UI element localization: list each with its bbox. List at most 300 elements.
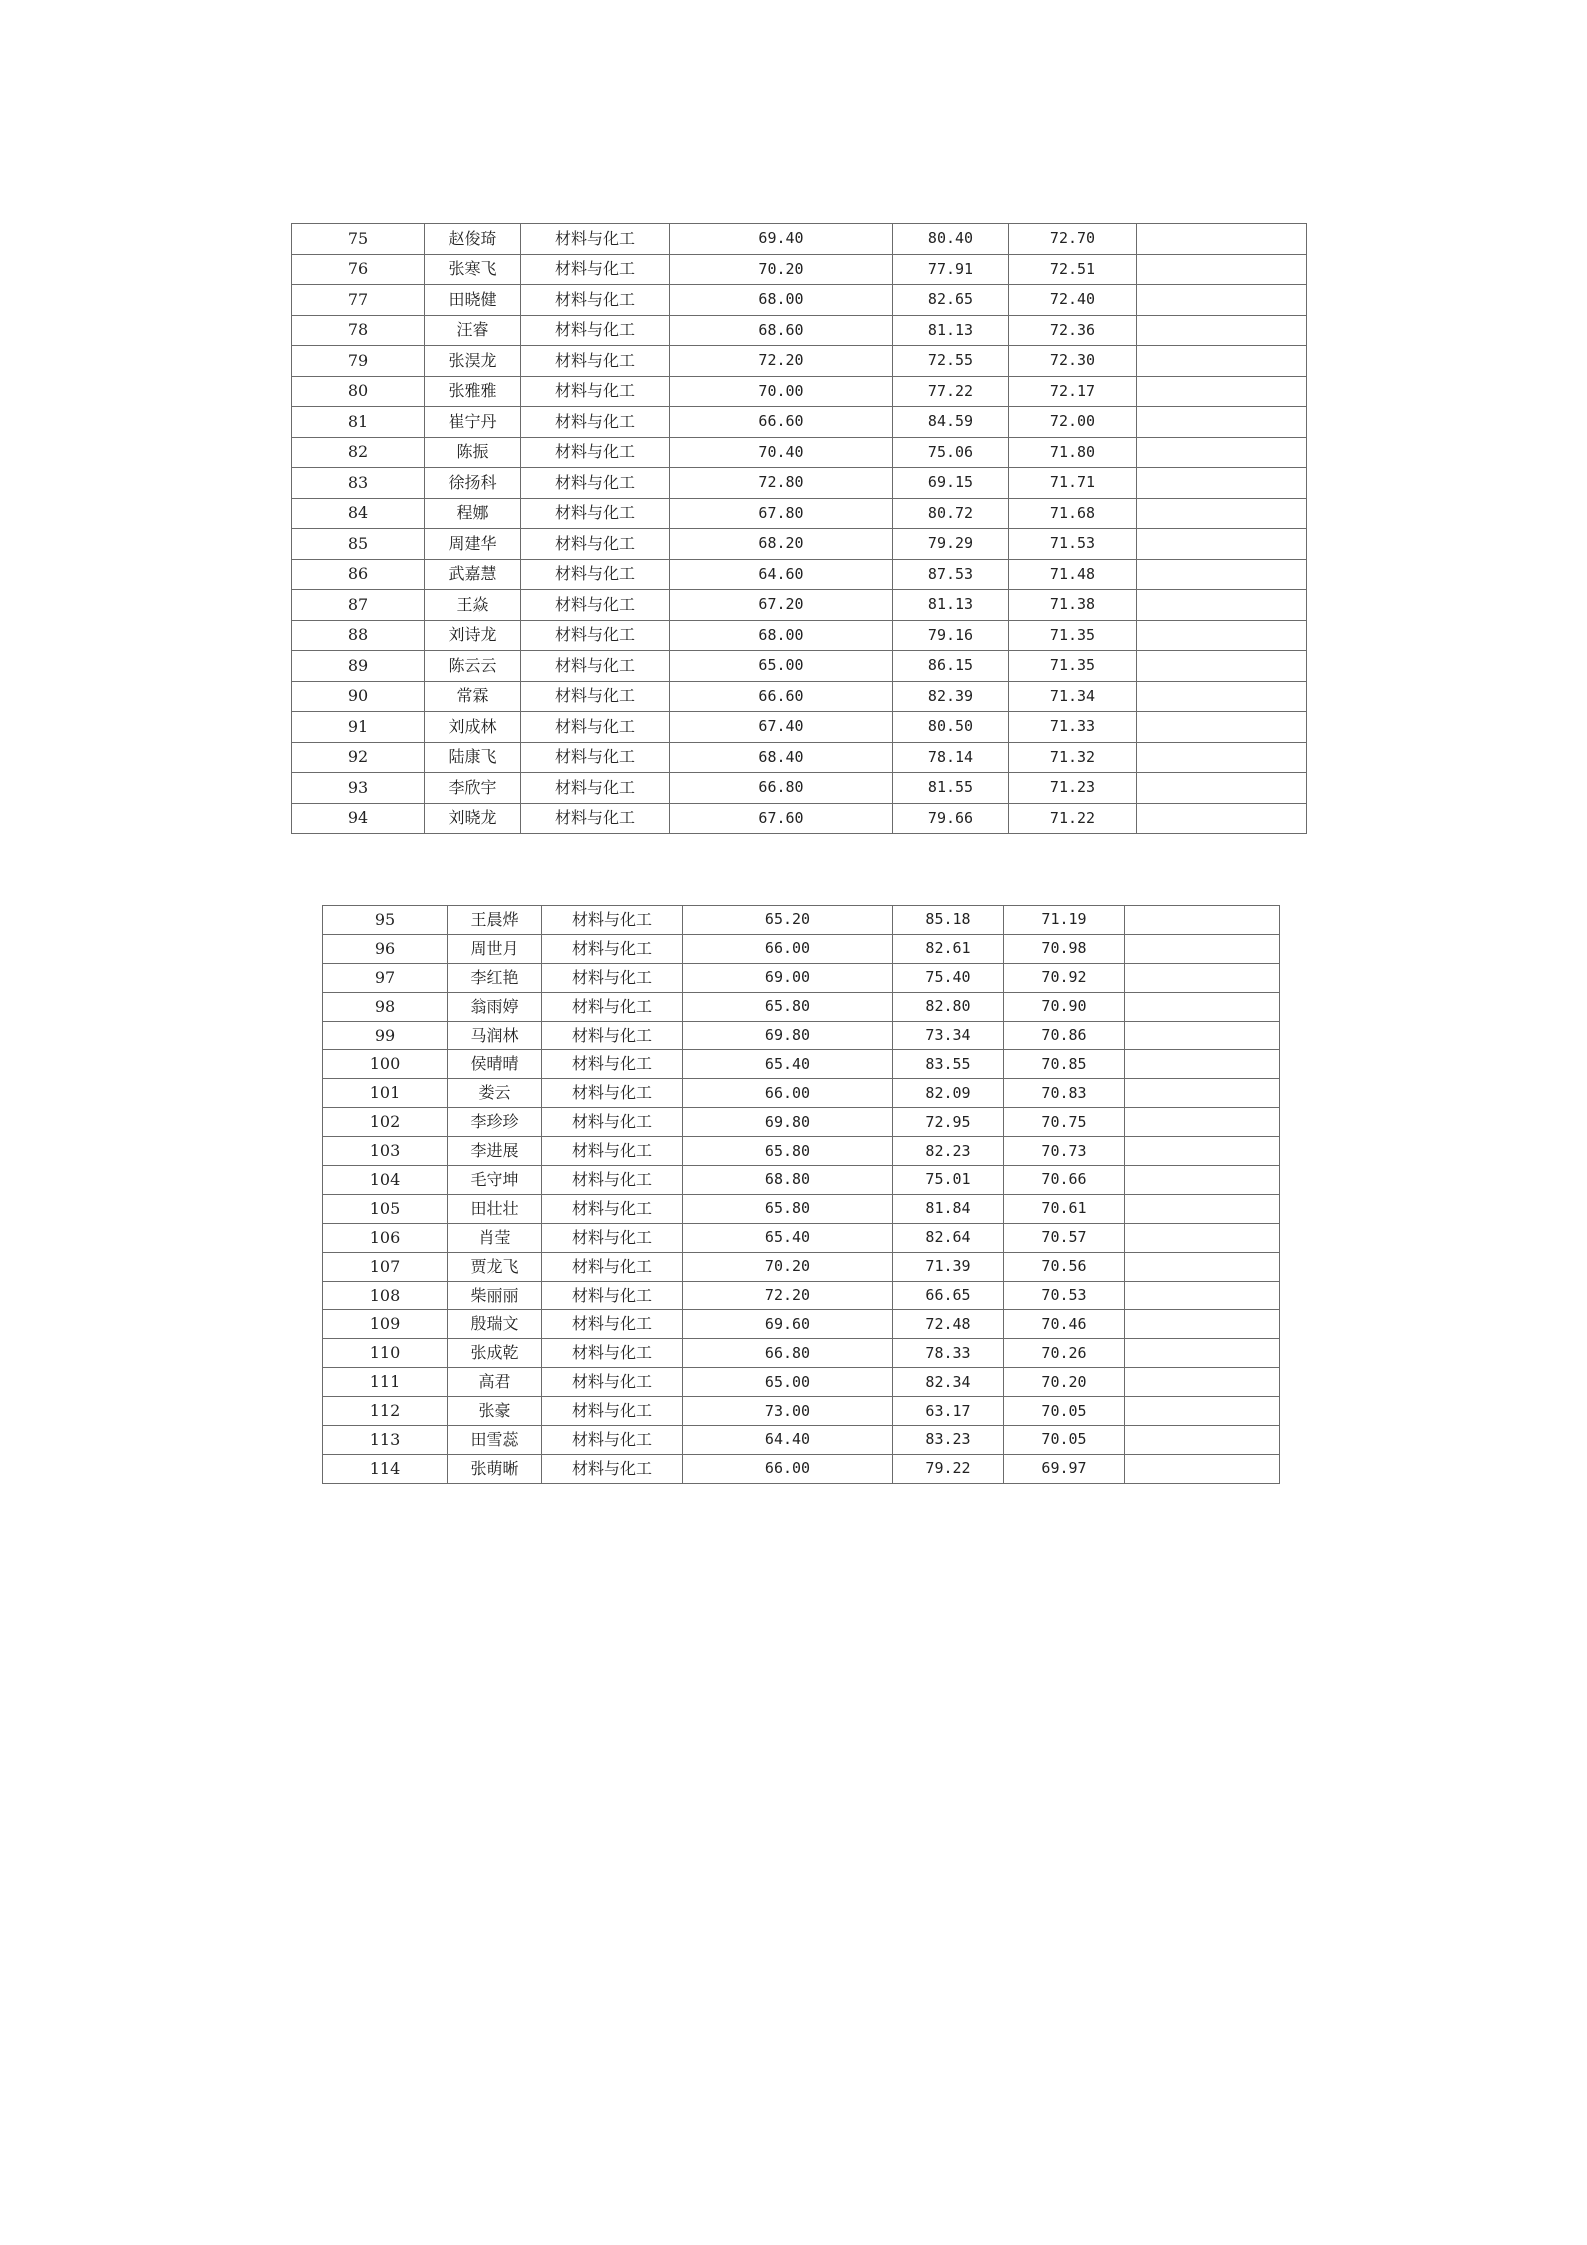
score2-cell: 75.06 <box>893 437 1009 468</box>
score2-cell: 85.18 <box>893 906 1004 935</box>
rank-cell: 79 <box>292 346 425 377</box>
total-cell: 72.40 <box>1009 285 1137 316</box>
rank-cell: 107 <box>323 1252 448 1281</box>
note-cell <box>1125 963 1280 992</box>
major-cell: 材料与化工 <box>521 315 670 346</box>
rank-cell: 83 <box>292 468 425 499</box>
note-cell <box>1125 1368 1280 1397</box>
name-cell: 侯晴晴 <box>448 1050 542 1079</box>
score2-cell: 75.01 <box>893 1166 1004 1195</box>
rank-cell: 103 <box>323 1137 448 1166</box>
total-cell: 70.86 <box>1004 1021 1125 1050</box>
table-row <box>292 315 1307 346</box>
table-row <box>323 1252 1280 1281</box>
major-cell: 材料与化工 <box>521 346 670 377</box>
table-row <box>292 407 1307 438</box>
major-cell: 材料与化工 <box>521 742 670 773</box>
rank-cell: 96 <box>323 934 448 963</box>
name-cell: 马润林 <box>448 1021 542 1050</box>
rank-cell: 78 <box>292 315 425 346</box>
score2-cell: 79.29 <box>893 529 1009 560</box>
score1-cell: 68.80 <box>683 1166 893 1195</box>
score2-cell: 77.91 <box>893 254 1009 285</box>
table-row <box>292 742 1307 773</box>
table-row <box>292 285 1307 316</box>
name-cell: 张雅雅 <box>425 376 521 407</box>
table-row <box>323 1368 1280 1397</box>
score1-cell: 65.40 <box>683 1223 893 1252</box>
score2-cell: 78.33 <box>893 1339 1004 1368</box>
score2-cell: 63.17 <box>893 1397 1004 1426</box>
score1-cell: 66.00 <box>683 1454 893 1483</box>
table-row <box>323 1339 1280 1368</box>
score-table-1 <box>291 223 1307 834</box>
score1-cell: 73.00 <box>683 1397 893 1426</box>
total-cell: 71.71 <box>1009 468 1137 499</box>
rank-cell: 106 <box>323 1223 448 1252</box>
note-cell <box>1137 803 1307 834</box>
table-body <box>323 906 1280 1484</box>
score2-cell: 82.39 <box>893 681 1009 712</box>
major-cell: 材料与化工 <box>521 803 670 834</box>
total-cell: 72.17 <box>1009 376 1137 407</box>
score1-cell: 67.20 <box>670 590 893 621</box>
name-cell: 周世月 <box>448 934 542 963</box>
score2-cell: 80.50 <box>893 712 1009 743</box>
name-cell: 柴丽丽 <box>448 1281 542 1310</box>
score1-cell: 69.40 <box>670 224 893 255</box>
major-cell: 材料与化工 <box>542 1368 683 1397</box>
table-row <box>323 1137 1280 1166</box>
score2-cell: 82.23 <box>893 1137 1004 1166</box>
rank-cell: 77 <box>292 285 425 316</box>
total-cell: 71.33 <box>1009 712 1137 743</box>
rank-cell: 92 <box>292 742 425 773</box>
note-cell <box>1125 1137 1280 1166</box>
score1-cell: 65.00 <box>670 651 893 682</box>
table-body <box>292 224 1307 834</box>
score2-cell: 66.65 <box>893 1281 1004 1310</box>
major-cell: 材料与化工 <box>542 1166 683 1195</box>
score1-cell: 70.20 <box>670 254 893 285</box>
score2-cell: 82.80 <box>893 992 1004 1021</box>
table-row <box>323 906 1280 935</box>
note-cell <box>1125 1166 1280 1195</box>
major-cell: 材料与化工 <box>542 1021 683 1050</box>
score1-cell: 65.80 <box>683 1194 893 1223</box>
rank-cell: 110 <box>323 1339 448 1368</box>
score1-cell: 64.60 <box>670 559 893 590</box>
name-cell: 李进展 <box>448 1137 542 1166</box>
score2-cell: 80.72 <box>893 498 1009 529</box>
name-cell: 张寒飞 <box>425 254 521 285</box>
score2-cell: 79.16 <box>893 620 1009 651</box>
total-cell: 70.98 <box>1004 934 1125 963</box>
total-cell: 71.22 <box>1009 803 1137 834</box>
major-cell: 材料与化工 <box>521 407 670 438</box>
total-cell: 70.75 <box>1004 1108 1125 1137</box>
score1-cell: 70.00 <box>670 376 893 407</box>
total-cell: 70.85 <box>1004 1050 1125 1079</box>
total-cell: 72.00 <box>1009 407 1137 438</box>
rank-cell: 112 <box>323 1397 448 1426</box>
rank-cell: 89 <box>292 651 425 682</box>
table-row <box>323 1426 1280 1455</box>
note-cell <box>1125 1223 1280 1252</box>
total-cell: 72.51 <box>1009 254 1137 285</box>
rank-cell: 90 <box>292 681 425 712</box>
major-cell: 材料与化工 <box>542 1281 683 1310</box>
name-cell: 张豪 <box>448 1397 542 1426</box>
name-cell: 陈振 <box>425 437 521 468</box>
note-cell <box>1137 498 1307 529</box>
name-cell: 娄云 <box>448 1079 542 1108</box>
note-cell <box>1137 742 1307 773</box>
note-cell <box>1137 224 1307 255</box>
score2-cell: 72.55 <box>893 346 1009 377</box>
rank-cell: 104 <box>323 1166 448 1195</box>
rank-cell: 100 <box>323 1050 448 1079</box>
score2-cell: 83.55 <box>893 1050 1004 1079</box>
score2-cell: 86.15 <box>893 651 1009 682</box>
major-cell: 材料与化工 <box>521 712 670 743</box>
rank-cell: 98 <box>323 992 448 1021</box>
note-cell <box>1137 315 1307 346</box>
table-row <box>323 1281 1280 1310</box>
major-cell: 材料与化工 <box>521 681 670 712</box>
total-cell: 71.80 <box>1009 437 1137 468</box>
score1-cell: 70.40 <box>670 437 893 468</box>
score2-cell: 81.13 <box>893 315 1009 346</box>
major-cell: 材料与化工 <box>521 437 670 468</box>
score2-cell: 82.09 <box>893 1079 1004 1108</box>
total-cell: 70.83 <box>1004 1079 1125 1108</box>
table-row <box>323 1310 1280 1339</box>
rank-cell: 105 <box>323 1194 448 1223</box>
major-cell: 材料与化工 <box>542 1397 683 1426</box>
name-cell: 张成乾 <box>448 1339 542 1368</box>
rank-cell: 82 <box>292 437 425 468</box>
score1-cell: 65.80 <box>683 992 893 1021</box>
rank-cell: 111 <box>323 1368 448 1397</box>
score1-cell: 69.80 <box>683 1021 893 1050</box>
name-cell: 刘成林 <box>425 712 521 743</box>
score2-cell: 71.39 <box>893 1252 1004 1281</box>
table-row <box>292 590 1307 621</box>
total-cell: 71.35 <box>1009 651 1137 682</box>
note-cell <box>1137 559 1307 590</box>
rank-cell: 109 <box>323 1310 448 1339</box>
score1-cell: 66.60 <box>670 681 893 712</box>
table-row <box>292 712 1307 743</box>
major-cell: 材料与化工 <box>521 224 670 255</box>
score1-cell: 65.00 <box>683 1368 893 1397</box>
rank-cell: 113 <box>323 1426 448 1455</box>
name-cell: 肖莹 <box>448 1223 542 1252</box>
major-cell: 材料与化工 <box>521 285 670 316</box>
name-cell: 武嘉慧 <box>425 559 521 590</box>
note-cell <box>1125 934 1280 963</box>
score1-cell: 69.80 <box>683 1108 893 1137</box>
name-cell: 张萌晰 <box>448 1454 542 1483</box>
rank-cell: 88 <box>292 620 425 651</box>
table-row <box>323 963 1280 992</box>
name-cell: 李红艳 <box>448 963 542 992</box>
note-cell <box>1137 712 1307 743</box>
name-cell: 翁雨婷 <box>448 992 542 1021</box>
major-cell: 材料与化工 <box>542 934 683 963</box>
score1-cell: 64.40 <box>683 1426 893 1455</box>
note-cell <box>1125 906 1280 935</box>
total-cell: 71.53 <box>1009 529 1137 560</box>
table-row <box>323 1021 1280 1050</box>
note-cell <box>1137 773 1307 804</box>
total-cell: 71.48 <box>1009 559 1137 590</box>
note-cell <box>1125 1454 1280 1483</box>
table-row <box>323 1108 1280 1137</box>
name-cell: 徐扬科 <box>425 468 521 499</box>
score2-cell: 69.15 <box>893 468 1009 499</box>
name-cell: 田壮壮 <box>448 1194 542 1223</box>
note-cell <box>1137 376 1307 407</box>
rank-cell: 101 <box>323 1079 448 1108</box>
score2-cell: 79.66 <box>893 803 1009 834</box>
major-cell: 材料与化工 <box>542 1310 683 1339</box>
major-cell: 材料与化工 <box>542 963 683 992</box>
total-cell: 71.34 <box>1009 681 1137 712</box>
name-cell: 李珍珍 <box>448 1108 542 1137</box>
table-row <box>323 934 1280 963</box>
table-row <box>292 681 1307 712</box>
major-cell: 材料与化工 <box>542 992 683 1021</box>
table-row <box>292 254 1307 285</box>
note-cell <box>1125 1397 1280 1426</box>
score2-cell: 87.53 <box>893 559 1009 590</box>
rank-cell: 97 <box>323 963 448 992</box>
rank-cell: 81 <box>292 407 425 438</box>
note-cell <box>1137 285 1307 316</box>
major-cell: 材料与化工 <box>542 1426 683 1455</box>
score1-cell: 68.40 <box>670 742 893 773</box>
major-cell: 材料与化工 <box>542 1252 683 1281</box>
score1-cell: 69.60 <box>683 1310 893 1339</box>
name-cell: 赵俊琦 <box>425 224 521 255</box>
score1-cell: 67.40 <box>670 712 893 743</box>
score1-cell: 66.60 <box>670 407 893 438</box>
name-cell: 刘晓龙 <box>425 803 521 834</box>
score2-cell: 84.59 <box>893 407 1009 438</box>
name-cell: 常霖 <box>425 681 521 712</box>
rank-cell: 102 <box>323 1108 448 1137</box>
major-cell: 材料与化工 <box>542 906 683 935</box>
table-row <box>323 1166 1280 1195</box>
score2-cell: 82.65 <box>893 285 1009 316</box>
score1-cell: 70.20 <box>683 1252 893 1281</box>
score1-cell: 67.80 <box>670 498 893 529</box>
rank-cell: 95 <box>323 906 448 935</box>
table-row <box>323 1223 1280 1252</box>
total-cell: 69.97 <box>1004 1454 1125 1483</box>
major-cell: 材料与化工 <box>521 529 670 560</box>
rank-cell: 75 <box>292 224 425 255</box>
table-row <box>292 498 1307 529</box>
rank-cell: 76 <box>292 254 425 285</box>
name-cell: 李欣宇 <box>425 773 521 804</box>
major-cell: 材料与化工 <box>521 376 670 407</box>
table-row <box>323 1050 1280 1079</box>
score2-cell: 75.40 <box>893 963 1004 992</box>
major-cell: 材料与化工 <box>521 254 670 285</box>
rank-cell: 114 <box>323 1454 448 1483</box>
score1-cell: 66.00 <box>683 1079 893 1108</box>
note-cell <box>1125 1079 1280 1108</box>
table-row <box>292 803 1307 834</box>
score2-cell: 73.34 <box>893 1021 1004 1050</box>
note-cell <box>1125 1050 1280 1079</box>
note-cell <box>1137 529 1307 560</box>
note-cell <box>1125 1108 1280 1137</box>
name-cell: 王晨烨 <box>448 906 542 935</box>
total-cell: 71.35 <box>1009 620 1137 651</box>
major-cell: 材料与化工 <box>542 1223 683 1252</box>
total-cell: 70.26 <box>1004 1339 1125 1368</box>
rank-cell: 94 <box>292 803 425 834</box>
total-cell: 70.90 <box>1004 992 1125 1021</box>
name-cell: 崔宁丹 <box>425 407 521 438</box>
score2-cell: 80.40 <box>893 224 1009 255</box>
total-cell: 72.30 <box>1009 346 1137 377</box>
name-cell: 陈云云 <box>425 651 521 682</box>
score1-cell: 72.80 <box>670 468 893 499</box>
name-cell: 贾龙飞 <box>448 1252 542 1281</box>
score2-cell: 72.48 <box>893 1310 1004 1339</box>
table-row <box>292 376 1307 407</box>
name-cell: 程娜 <box>425 498 521 529</box>
table-row <box>292 559 1307 590</box>
note-cell <box>1125 1194 1280 1223</box>
rank-cell: 93 <box>292 773 425 804</box>
total-cell: 70.05 <box>1004 1397 1125 1426</box>
major-cell: 材料与化工 <box>521 590 670 621</box>
name-cell: 殷瑞文 <box>448 1310 542 1339</box>
score2-cell: 72.95 <box>893 1108 1004 1137</box>
rank-cell: 87 <box>292 590 425 621</box>
note-cell <box>1125 1252 1280 1281</box>
note-cell <box>1137 681 1307 712</box>
total-cell: 72.70 <box>1009 224 1137 255</box>
rank-cell: 108 <box>323 1281 448 1310</box>
note-cell <box>1137 437 1307 468</box>
score2-cell: 81.84 <box>893 1194 1004 1223</box>
total-cell: 70.66 <box>1004 1166 1125 1195</box>
table-row <box>292 620 1307 651</box>
rank-cell: 80 <box>292 376 425 407</box>
table-row <box>292 529 1307 560</box>
table-row <box>323 1454 1280 1483</box>
note-cell <box>1137 590 1307 621</box>
score-table-2 <box>322 905 1280 1484</box>
rank-cell: 86 <box>292 559 425 590</box>
note-cell <box>1125 1021 1280 1050</box>
total-cell: 70.61 <box>1004 1194 1125 1223</box>
score2-cell: 83.23 <box>893 1426 1004 1455</box>
total-cell: 71.68 <box>1009 498 1137 529</box>
score1-cell: 69.00 <box>683 963 893 992</box>
rank-cell: 91 <box>292 712 425 743</box>
table-row <box>292 437 1307 468</box>
note-cell <box>1137 346 1307 377</box>
total-cell: 70.57 <box>1004 1223 1125 1252</box>
note-cell <box>1125 1310 1280 1339</box>
total-cell: 70.56 <box>1004 1252 1125 1281</box>
table-row <box>292 224 1307 255</box>
major-cell: 材料与化工 <box>542 1194 683 1223</box>
name-cell: 周建华 <box>425 529 521 560</box>
score1-cell: 68.60 <box>670 315 893 346</box>
major-cell: 材料与化工 <box>542 1050 683 1079</box>
total-cell: 70.53 <box>1004 1281 1125 1310</box>
note-cell <box>1137 620 1307 651</box>
name-cell: 毛守坤 <box>448 1166 542 1195</box>
rank-cell: 85 <box>292 529 425 560</box>
name-cell: 田晓健 <box>425 285 521 316</box>
total-cell: 70.20 <box>1004 1368 1125 1397</box>
major-cell: 材料与化工 <box>521 651 670 682</box>
note-cell <box>1125 1426 1280 1455</box>
note-cell <box>1137 468 1307 499</box>
total-cell: 72.36 <box>1009 315 1137 346</box>
total-cell: 71.19 <box>1004 906 1125 935</box>
name-cell: 高君 <box>448 1368 542 1397</box>
rank-cell: 84 <box>292 498 425 529</box>
name-cell: 王焱 <box>425 590 521 621</box>
score2-cell: 81.55 <box>893 773 1009 804</box>
score1-cell: 67.60 <box>670 803 893 834</box>
note-cell <box>1125 1281 1280 1310</box>
note-cell <box>1137 254 1307 285</box>
note-cell <box>1125 992 1280 1021</box>
score1-cell: 68.00 <box>670 620 893 651</box>
table-row <box>292 346 1307 377</box>
major-cell: 材料与化工 <box>521 773 670 804</box>
note-cell <box>1137 651 1307 682</box>
total-cell: 70.46 <box>1004 1310 1125 1339</box>
table-row <box>323 1079 1280 1108</box>
major-cell: 材料与化工 <box>542 1108 683 1137</box>
score1-cell: 65.40 <box>683 1050 893 1079</box>
score1-cell: 68.20 <box>670 529 893 560</box>
major-cell: 材料与化工 <box>542 1079 683 1108</box>
score1-cell: 72.20 <box>670 346 893 377</box>
major-cell: 材料与化工 <box>521 498 670 529</box>
table-row <box>292 468 1307 499</box>
major-cell: 材料与化工 <box>521 468 670 499</box>
score2-cell: 81.13 <box>893 590 1009 621</box>
table-row <box>323 1194 1280 1223</box>
score1-cell: 66.80 <box>683 1339 893 1368</box>
total-cell: 71.32 <box>1009 742 1137 773</box>
score2-cell: 79.22 <box>893 1454 1004 1483</box>
score1-cell: 66.80 <box>670 773 893 804</box>
score2-cell: 82.34 <box>893 1368 1004 1397</box>
total-cell: 71.38 <box>1009 590 1137 621</box>
rank-cell: 99 <box>323 1021 448 1050</box>
score2-cell: 82.64 <box>893 1223 1004 1252</box>
total-cell: 71.23 <box>1009 773 1137 804</box>
table-row <box>292 651 1307 682</box>
major-cell: 材料与化工 <box>542 1454 683 1483</box>
score2-cell: 77.22 <box>893 376 1009 407</box>
